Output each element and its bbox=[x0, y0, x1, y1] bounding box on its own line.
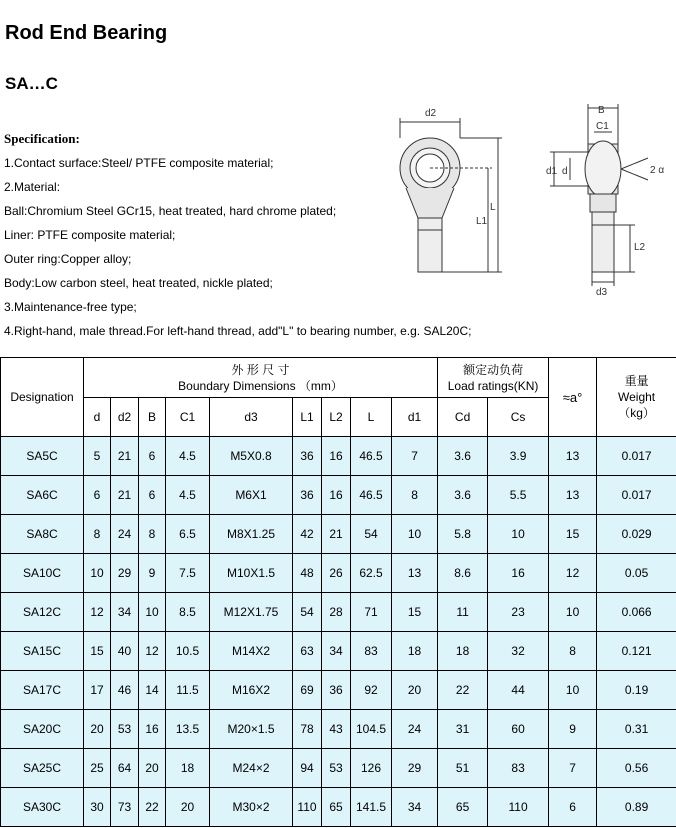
dim-l2-label: L2 bbox=[634, 242, 646, 253]
table-cell: 24 bbox=[392, 710, 438, 749]
designation-cell: SA5C bbox=[1, 437, 84, 476]
table-cell: 26 bbox=[322, 554, 351, 593]
table-cell: 11 bbox=[438, 593, 488, 632]
table-cell: 22 bbox=[438, 671, 488, 710]
spec-line: Outer ring:Copper alloy; bbox=[4, 252, 132, 266]
table-row bbox=[1, 710, 676, 749]
table-row bbox=[1, 554, 676, 593]
table-cell: 65 bbox=[322, 788, 351, 827]
table-cell: M30×2 bbox=[210, 788, 293, 827]
table-cell: 18 bbox=[392, 632, 438, 671]
table-cell: 8.5 bbox=[166, 593, 210, 632]
table-cell: 11.5 bbox=[166, 671, 210, 710]
table-cell: 60 bbox=[488, 710, 549, 749]
table-cell: 10 bbox=[488, 515, 549, 554]
table-cell: 5.5 bbox=[488, 476, 549, 515]
table-cell: 48 bbox=[293, 554, 322, 593]
designation-cell: SA17C bbox=[1, 671, 84, 710]
col-header: L bbox=[351, 398, 392, 437]
col-header: L2 bbox=[322, 398, 351, 437]
spec-table bbox=[0, 357, 676, 827]
table-cell: M14X2 bbox=[210, 632, 293, 671]
header-angle: ≈a° bbox=[549, 358, 597, 437]
table-cell: 7 bbox=[392, 437, 438, 476]
table-cell: 32 bbox=[488, 632, 549, 671]
header-weight-unit: （kg） bbox=[618, 406, 655, 420]
dim-d1-label: d1 bbox=[546, 166, 558, 177]
table-cell: 30 bbox=[84, 788, 111, 827]
table-cell: 0.19 bbox=[597, 671, 676, 710]
table-cell: 31 bbox=[438, 710, 488, 749]
table-cell: 5 bbox=[84, 437, 111, 476]
table-cell: M20×1.5 bbox=[210, 710, 293, 749]
table-cell: M16X2 bbox=[210, 671, 293, 710]
col-header: Cd bbox=[438, 398, 488, 437]
table-cell: 104.5 bbox=[351, 710, 392, 749]
designation-cell: SA6C bbox=[1, 476, 84, 515]
table-cell: 0.017 bbox=[597, 437, 676, 476]
table-cell: 3.6 bbox=[438, 437, 488, 476]
table-cell: 51 bbox=[438, 749, 488, 788]
table-cell: 21 bbox=[111, 437, 139, 476]
table-cell: M8X1.25 bbox=[210, 515, 293, 554]
table-cell: 7 bbox=[549, 749, 597, 788]
table-row bbox=[1, 515, 676, 554]
table-cell: 5.8 bbox=[438, 515, 488, 554]
table-cell: 25 bbox=[84, 749, 111, 788]
table-cell: 63 bbox=[293, 632, 322, 671]
table-cell: 16 bbox=[322, 437, 351, 476]
table-cell: 0.121 bbox=[597, 632, 676, 671]
table-cell: 14 bbox=[139, 671, 166, 710]
spec-line: Body:Low carbon steel, heat treated, nickle plated; bbox=[4, 276, 273, 290]
table-cell: 0.017 bbox=[597, 476, 676, 515]
table-cell: 36 bbox=[322, 671, 351, 710]
spec-line: 1.Contact surface:Steel/ PTFE composite material; bbox=[4, 156, 274, 170]
table-cell: 21 bbox=[322, 515, 351, 554]
col-header: d2 bbox=[111, 398, 139, 437]
table-cell: 71 bbox=[351, 593, 392, 632]
table-cell: 0.066 bbox=[597, 593, 676, 632]
header-boundary-cn: 外 形 尺 寸 bbox=[231, 362, 290, 377]
table-cell: 9 bbox=[139, 554, 166, 593]
dim-b-label: B bbox=[598, 105, 605, 116]
header-boundary-en: Boundary Dimensions （mm） bbox=[178, 378, 343, 393]
col-header: d bbox=[84, 398, 111, 437]
table-cell: 13 bbox=[549, 476, 597, 515]
spec-table-wrap bbox=[0, 357, 676, 827]
table-cell: 3.9 bbox=[488, 437, 549, 476]
table-cell: 10 bbox=[84, 554, 111, 593]
col-header: Cs bbox=[488, 398, 549, 437]
designation-cell: SA30C bbox=[1, 788, 84, 827]
designation-cell: SA20C bbox=[1, 710, 84, 749]
table-cell: 18 bbox=[166, 749, 210, 788]
header-boundary bbox=[84, 358, 438, 398]
table-cell: 10.5 bbox=[166, 632, 210, 671]
table-cell: 73 bbox=[111, 788, 139, 827]
table-cell: 83 bbox=[488, 749, 549, 788]
table-cell: 69 bbox=[293, 671, 322, 710]
table-cell: 9 bbox=[549, 710, 597, 749]
table-cell: 65 bbox=[438, 788, 488, 827]
header-load-cn: 额定动负荷 bbox=[463, 362, 524, 377]
table-cell: 23 bbox=[488, 593, 549, 632]
table-cell: 0.56 bbox=[597, 749, 676, 788]
table-cell: 110 bbox=[488, 788, 549, 827]
table-cell: 43 bbox=[322, 710, 351, 749]
table-cell: 10 bbox=[549, 593, 597, 632]
table-cell: 53 bbox=[322, 749, 351, 788]
table-cell: M6X1 bbox=[210, 476, 293, 515]
table-cell: 8 bbox=[139, 515, 166, 554]
designation-cell: SA15C bbox=[1, 632, 84, 671]
table-cell: 20 bbox=[166, 788, 210, 827]
table-cell: 10 bbox=[549, 671, 597, 710]
table-cell: 6 bbox=[139, 476, 166, 515]
table-cell: 15 bbox=[549, 515, 597, 554]
spec-line: Liner: PTFE composite material; bbox=[4, 228, 176, 242]
table-cell: 7.5 bbox=[166, 554, 210, 593]
table-cell: 40 bbox=[111, 632, 139, 671]
table-cell: 34 bbox=[322, 632, 351, 671]
table-cell: 62.5 bbox=[351, 554, 392, 593]
page-title: Rod End Bearing bbox=[5, 22, 168, 44]
table-cell: 12 bbox=[549, 554, 597, 593]
table-cell: 13 bbox=[392, 554, 438, 593]
table-cell: 34 bbox=[392, 788, 438, 827]
col-header: d1 bbox=[392, 398, 438, 437]
table-cell: 0.05 bbox=[597, 554, 676, 593]
table-cell: 64 bbox=[111, 749, 139, 788]
table-cell: 42 bbox=[293, 515, 322, 554]
designation-cell: SA12C bbox=[1, 593, 84, 632]
designation-cell: SA8C bbox=[1, 515, 84, 554]
table-cell: 29 bbox=[392, 749, 438, 788]
table-cell: 94 bbox=[293, 749, 322, 788]
table-row bbox=[1, 437, 676, 476]
table-cell: 22 bbox=[139, 788, 166, 827]
header-weight-cn: 重量 bbox=[624, 374, 649, 388]
table-cell: 21 bbox=[111, 476, 139, 515]
table-row bbox=[1, 593, 676, 632]
dim-l-label: L bbox=[490, 202, 496, 213]
dim-d2-label: d2 bbox=[425, 108, 437, 119]
header-designation: Designation bbox=[1, 358, 84, 437]
spec-line: 4.Right-hand, male thread.For left-hand thread, add"L" to bearing number, e.g. SAL20C; bbox=[4, 324, 472, 338]
table-cell: 0.31 bbox=[597, 710, 676, 749]
table-cell: 54 bbox=[351, 515, 392, 554]
table-cell: 18 bbox=[438, 632, 488, 671]
model-label: SA…C bbox=[5, 74, 58, 93]
col-header: B bbox=[139, 398, 166, 437]
table-cell: 6 bbox=[139, 437, 166, 476]
col-header: d3 bbox=[210, 398, 293, 437]
table-cell: 46.5 bbox=[351, 437, 392, 476]
table-cell: 36 bbox=[293, 437, 322, 476]
spec-line: Ball:Chromium Steel GCr15, heat treated, hard chrome plated; bbox=[4, 204, 337, 218]
table-cell: M12X1.75 bbox=[210, 593, 293, 632]
table-cell: 6 bbox=[549, 788, 597, 827]
designation-cell: SA25C bbox=[1, 749, 84, 788]
table-cell: M5X0.8 bbox=[210, 437, 293, 476]
table-cell: 15 bbox=[392, 593, 438, 632]
table-cell: 15 bbox=[84, 632, 111, 671]
dim-l1-label: L1 bbox=[476, 216, 488, 227]
table-cell: 10 bbox=[139, 593, 166, 632]
header-load-en: Load ratings(KN) bbox=[447, 378, 539, 393]
designation-cell: SA10C bbox=[1, 554, 84, 593]
table-cell: 78 bbox=[293, 710, 322, 749]
table-cell: 8.6 bbox=[438, 554, 488, 593]
table-cell: 6 bbox=[84, 476, 111, 515]
table-cell: 36 bbox=[293, 476, 322, 515]
table-cell: 3.6 bbox=[438, 476, 488, 515]
table-cell: 12 bbox=[139, 632, 166, 671]
table-cell: 54 bbox=[293, 593, 322, 632]
header-load bbox=[438, 358, 549, 398]
table-cell: 20 bbox=[139, 749, 166, 788]
table-cell: 13 bbox=[549, 437, 597, 476]
table-cell: 34 bbox=[111, 593, 139, 632]
table-cell: 6.5 bbox=[166, 515, 210, 554]
table-cell: 16 bbox=[488, 554, 549, 593]
table-cell: 16 bbox=[139, 710, 166, 749]
header-weight bbox=[597, 358, 676, 437]
dim-c1-label: C1 bbox=[596, 121, 609, 132]
col-header: L1 bbox=[293, 398, 322, 437]
table-row bbox=[1, 671, 676, 710]
table-cell: 0.029 bbox=[597, 515, 676, 554]
table-cell: 10 bbox=[392, 515, 438, 554]
header-weight-en: Weight bbox=[618, 390, 656, 404]
rod-end-drawing bbox=[380, 100, 670, 300]
spec-line: 2.Material: bbox=[4, 180, 61, 194]
table-cell: M10X1.5 bbox=[210, 554, 293, 593]
table-row bbox=[1, 788, 676, 827]
table-cell: 8 bbox=[549, 632, 597, 671]
front-view bbox=[400, 118, 502, 272]
table-cell: 13.5 bbox=[166, 710, 210, 749]
table-row bbox=[1, 749, 676, 788]
table-cell: 92 bbox=[351, 671, 392, 710]
table-cell: 44 bbox=[488, 671, 549, 710]
table-row bbox=[1, 632, 676, 671]
table-cell: 141.5 bbox=[351, 788, 392, 827]
dim-d3-label: d3 bbox=[596, 287, 608, 298]
dim-angle-label: 2 α bbox=[650, 165, 665, 176]
table-cell: 17 bbox=[84, 671, 111, 710]
table-cell: 46 bbox=[111, 671, 139, 710]
table-cell: 126 bbox=[351, 749, 392, 788]
table-cell: 4.5 bbox=[166, 437, 210, 476]
table-cell: 53 bbox=[111, 710, 139, 749]
spec-line: 3.Maintenance-free type; bbox=[4, 300, 137, 314]
table-cell: 4.5 bbox=[166, 476, 210, 515]
table-cell: 83 bbox=[351, 632, 392, 671]
table-cell: 20 bbox=[392, 671, 438, 710]
table-cell: 16 bbox=[322, 476, 351, 515]
col-header: C1 bbox=[166, 398, 210, 437]
table-cell: 29 bbox=[111, 554, 139, 593]
table-cell: 24 bbox=[111, 515, 139, 554]
table-cell: M24×2 bbox=[210, 749, 293, 788]
table-cell: 110 bbox=[293, 788, 322, 827]
table-cell: 8 bbox=[84, 515, 111, 554]
table-cell: 12 bbox=[84, 593, 111, 632]
table-cell: 20 bbox=[84, 710, 111, 749]
dim-d-label: d bbox=[562, 166, 568, 177]
table-row bbox=[1, 476, 676, 515]
table-cell: 46.5 bbox=[351, 476, 392, 515]
table-cell: 28 bbox=[322, 593, 351, 632]
table-cell: 8 bbox=[392, 476, 438, 515]
spec-heading: Specification: bbox=[4, 131, 80, 146]
table-cell: 0.89 bbox=[597, 788, 676, 827]
